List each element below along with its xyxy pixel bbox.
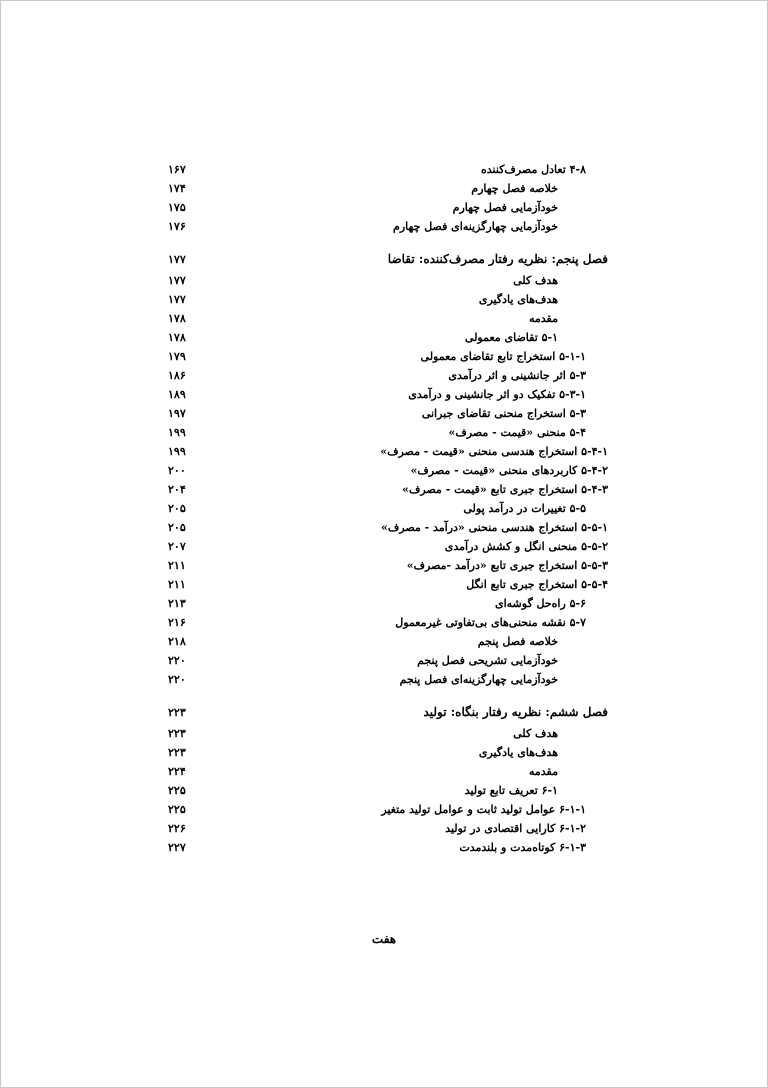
toc-entry-title: خودآزمایی چهارگزینه‌ای فصل چهارم [393, 220, 558, 233]
toc-page-number: ۱۷۷ [168, 253, 186, 266]
toc-chapter-row [168, 250, 608, 269]
toc-row [168, 160, 608, 179]
toc-page-number: ۱۷۶ [168, 220, 186, 233]
toc-row [168, 632, 608, 651]
toc-page-number: ۱۸۹ [168, 388, 186, 401]
toc-entry-title: خودآزمایی چهارگزینه‌ای فصل پنجم [399, 673, 558, 686]
toc-row [168, 347, 608, 366]
toc-page-number: ۱۷۸ [168, 312, 186, 325]
toc-entry-title: مقدمه [528, 765, 558, 778]
toc-entry-title: خودآزمایی تشریحی فصل پنجم [417, 654, 558, 667]
toc-entry-title: ۵-۳ اثر جانشینی و اثر درآمدی [448, 369, 586, 382]
toc-entry-title: ۵-۴-۱ استخراج هندسی منحنی «قیمت - مصرف» [380, 445, 608, 458]
toc-entry-title: ۵-۶ راه‌حل گوشه‌ای [494, 597, 586, 610]
toc-entry-title: ۴-۸ تعادل مصرف‌کننده [481, 163, 586, 176]
toc-row [168, 743, 608, 762]
toc-page-number: ۲۲۵ [168, 803, 186, 816]
toc-entry-title: فصل پنجم: نظریه رفتار مصرف‌کننده: تقاضا [387, 252, 608, 266]
toc-page-number: ۲۱۱ [168, 559, 186, 572]
toc-row [168, 328, 608, 347]
toc-row [168, 423, 608, 442]
toc-entry-title: ۵-۱ تقاضای معمولی [464, 331, 558, 344]
toc-entry-title: ۵-۳-۱ تفکیک دو اثر جانشینی و درآمدی [408, 388, 586, 401]
toc-row [168, 461, 608, 480]
toc-row [168, 537, 608, 556]
toc-entry-title: ۵-۴-۲ کاربردهای منحنی «قیمت - مصرف» [410, 464, 608, 477]
toc-entry-title: ۶-۱-۳ کوتاه‌مدت و بلندمدت [459, 841, 586, 854]
toc-entry-title: ۵-۵-۳ استخراج جبری تابع «درآمد -مصرف» [406, 559, 608, 572]
toc-entry-title: ۶-۱-۲ کارایی اقتصادی در تولید [445, 822, 586, 835]
toc-page-number: ۱۹۹ [168, 445, 186, 458]
toc-page-number: ۲۱۳ [168, 597, 186, 610]
toc-row [168, 762, 608, 781]
toc-row [168, 179, 608, 198]
toc-row [168, 670, 608, 689]
toc-page-number: ۱۷۹ [168, 350, 186, 363]
toc-page-number: ۲۲۴ [168, 765, 186, 778]
toc-entry-title: هدف کلی [513, 727, 558, 740]
toc-page-number: ۲۰۰ [168, 464, 186, 477]
toc-page-number: ۲۰۴ [168, 483, 186, 496]
table-of-contents [168, 160, 608, 857]
toc-page-number: ۱۷۵ [168, 201, 186, 214]
toc-entry-title: ۶-۱ تعریف تابع تولید [464, 784, 558, 797]
toc-row [168, 651, 608, 670]
toc-page-number: ۲۲۷ [168, 841, 186, 854]
toc-page-number: ۲۲۰ [168, 654, 186, 667]
toc-row [168, 838, 608, 857]
toc-row [168, 499, 608, 518]
toc-entry-title: ۵-۱-۱ استخراج تابع تقاضای معمولی [420, 350, 586, 363]
toc-row [168, 198, 608, 217]
toc-row [168, 724, 608, 743]
toc-page-number: ۲۲۵ [168, 784, 186, 797]
toc-entry-title: ۵-۴-۳ استخراج جبری تابع «قیمت - مصرف» [402, 483, 608, 496]
toc-page-number: ۱۷۷ [168, 293, 186, 306]
toc-row [168, 575, 608, 594]
toc-row [168, 819, 608, 838]
toc-page-number: ۲۱۶ [168, 616, 186, 629]
toc-entry-title: ۵-۷ نقشه منحنی‌های بی‌تفاوتی غیرمعمول [395, 616, 586, 629]
toc-row [168, 404, 608, 423]
toc-row [168, 594, 608, 613]
toc-entry-title: ۵-۵-۲ منحنی انگل و کشش درآمدی [444, 540, 608, 553]
toc-entry-title: ۵-۵-۴ استخراج جبری تابع انگل [466, 578, 608, 591]
toc-page-number: ۱۶۷ [168, 163, 186, 176]
toc-row [168, 442, 608, 461]
toc-row [168, 800, 608, 819]
toc-entry-title: ۵-۳ استخراج منحنی تقاضای جبرانی [421, 407, 586, 420]
toc-row [168, 518, 608, 537]
toc-entry-title: مقدمه [528, 312, 558, 325]
page-number-footer: هفت [371, 932, 397, 946]
toc-entry-title: خلاصه فصل پنجم [477, 635, 558, 648]
toc-page-number: ۲۲۳ [168, 746, 186, 759]
toc-entry-title: ۵-۵-۱ استخراج هندسی منحنی «درآمد - مصرف» [381, 521, 608, 534]
toc-entry-title: هدف کلی [513, 274, 558, 287]
toc-row [168, 781, 608, 800]
toc-page-number: ۲۲۰ [168, 673, 186, 686]
toc-page-number: ۱۷۷ [168, 274, 186, 287]
toc-row [168, 385, 608, 404]
toc-page-number: ۲۰۷ [168, 540, 186, 553]
toc-row [168, 480, 608, 499]
toc-page-number: ۱۹۹ [168, 426, 186, 439]
toc-page-number: ۲۲۳ [168, 727, 186, 740]
toc-page-number: ۲۱۸ [168, 635, 186, 648]
toc-entry-title: خودآزمایی فصل چهارم [452, 201, 558, 214]
toc-chapter-row [168, 703, 608, 722]
toc-row [168, 366, 608, 385]
toc-page-number: ۱۹۷ [168, 407, 186, 420]
toc-page-number: ۲۲۳ [168, 706, 186, 719]
toc-row [168, 290, 608, 309]
toc-entry-title: خلاصه فصل چهارم [471, 182, 558, 195]
toc-page-number: ۱۷۸ [168, 331, 186, 344]
toc-page-number: ۲۲۶ [168, 822, 186, 835]
toc-page-number: ۱۷۴ [168, 182, 186, 195]
toc-entry-title: ۶-۱-۱ عوامل تولید ثابت و عوامل تولید متغیر [381, 803, 586, 816]
toc-row [168, 309, 608, 328]
toc-entry-title: فصل ششم: نظریه رفتار بنگاه: تولید [423, 705, 608, 719]
toc-row [168, 271, 608, 290]
toc-page-number: ۲۱۱ [168, 578, 186, 591]
toc-row [168, 613, 608, 632]
toc-page-number: ۱۸۶ [168, 369, 186, 382]
toc-page-number: ۲۰۵ [168, 502, 186, 515]
toc-entry-title: ۵-۵ تغییرات در درآمد پولی [463, 502, 586, 515]
toc-entry-title: هدف‌های یادگیری [478, 293, 558, 306]
toc-row [168, 556, 608, 575]
toc-page-number: ۲۰۵ [168, 521, 186, 534]
toc-row [168, 217, 608, 236]
toc-entry-title: ۵-۴ منحنی «قیمت - مصرف» [448, 426, 586, 439]
toc-entry-title: هدف‌های یادگیری [478, 746, 558, 759]
